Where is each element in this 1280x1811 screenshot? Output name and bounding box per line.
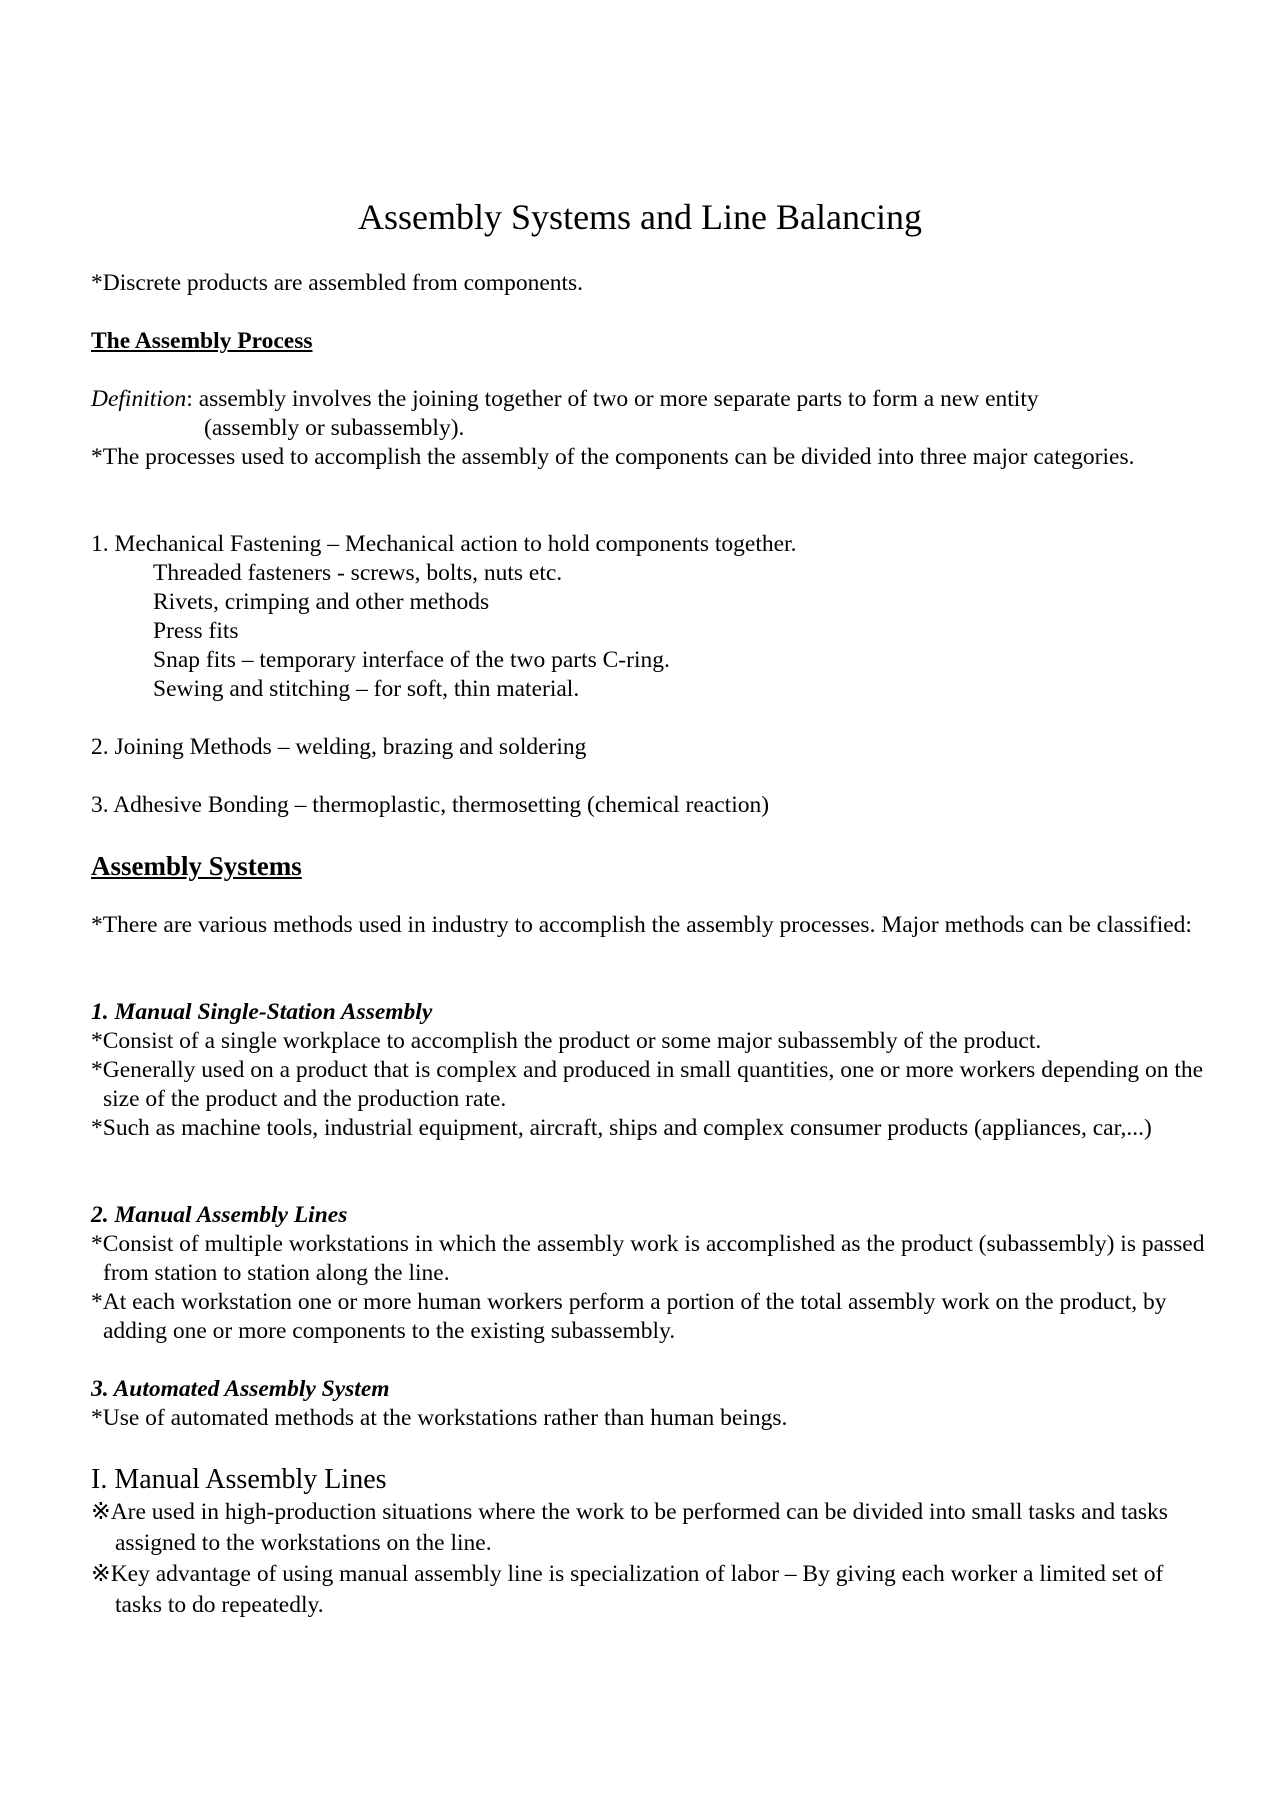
definition-label: Definition: [91, 386, 187, 412]
intro-text: *Discrete products are assembled from components.: [91, 270, 584, 296]
method-point: *Use of automated methods at the workstations rather than human beings.: [91, 1405, 788, 1431]
list-item: Sewing and stitching – for soft, thin material.: [153, 676, 580, 702]
definition-text: : assembly involves the joining together of two or more separate parts to form a new entity: [186, 386, 1039, 412]
processes-note: *The processes used to accomplish the assembly of the components can be divided into three major categories.: [91, 444, 1135, 470]
method-point: *Generally used on a product that is complex and produced in small quantities, one or more workers depending on the size of the product and the production rate.: [91, 1057, 1204, 1112]
list-item: Snap fits – temporary interface of the two parts C-ring.: [153, 647, 670, 673]
method-manual-single-station: [91, 998, 1211, 1143]
section-heading-assembly-process: The Assembly Process: [91, 328, 313, 354]
category-adhesive-bonding: 3. Adhesive Bonding – thermoplastic, thermosetting (chemical reaction): [91, 792, 770, 818]
manual-lines-point: ※Key advantage of using manual assembly line is specialization of labor – By giving each worker a limited set of tasks to do repeatedly.: [91, 1561, 1164, 1618]
list-item: Threaded fasteners - screws, bolts, nuts etc.: [153, 560, 563, 586]
fastening-methods-list: [153, 559, 1153, 704]
method-point: *At each workstation one or more human workers perform a portion of the total assembly work on the product, by adding one or more components to the existing subassembly.: [91, 1289, 1167, 1344]
manual-lines-point: ※Are used in high-production situations where the work to be performed can be divided into small tasks and tasks assigned to the workstations on the line.: [91, 1499, 1168, 1556]
definition-continuation: (assembly or subassembly).: [204, 415, 465, 441]
section-heading-assembly-systems: Assembly Systems: [91, 851, 302, 881]
section-heading-manual-lines: I. Manual Assembly Lines: [91, 1464, 387, 1495]
method-point: *Consist of multiple workstations in which the assembly work is accomplished as the product (subassembly) is passed from station to station along the line.: [91, 1231, 1205, 1286]
category-joining-methods: 2. Joining Methods – welding, brazing and soldering: [91, 734, 587, 760]
manual-lines-points: [91, 1497, 1211, 1621]
definition-line: [91, 385, 1211, 414]
page-title: Assembly Systems and Line Balancing: [358, 197, 922, 237]
method-automated-assembly: [91, 1375, 1211, 1433]
list-item: Press fits: [153, 618, 239, 644]
method-heading: 1. Manual Single-Station Assembly: [91, 999, 433, 1025]
definition-paragraph: [91, 385, 1211, 472]
method-point: *Such as machine tools, industrial equipment, aircraft, ships and complex consumer products (appliances, car,...): [91, 1115, 1152, 1141]
method-heading: 3. Automated Assembly System: [91, 1376, 390, 1402]
assembly-systems-intro: *There are various methods used in industry to accomplish the assembly processes. Major methods can be classified:: [91, 912, 1192, 938]
method-point: *Consist of a single workplace to accomplish the product or some major subassembly of the product.: [91, 1028, 1042, 1054]
category-mechanical-fastening: 1. Mechanical Fastening – Mechanical action to hold components together.: [91, 531, 797, 557]
method-heading: 2. Manual Assembly Lines: [91, 1202, 348, 1228]
method-manual-assembly-lines: [91, 1201, 1211, 1346]
list-item: Rivets, crimping and other methods: [153, 589, 490, 615]
